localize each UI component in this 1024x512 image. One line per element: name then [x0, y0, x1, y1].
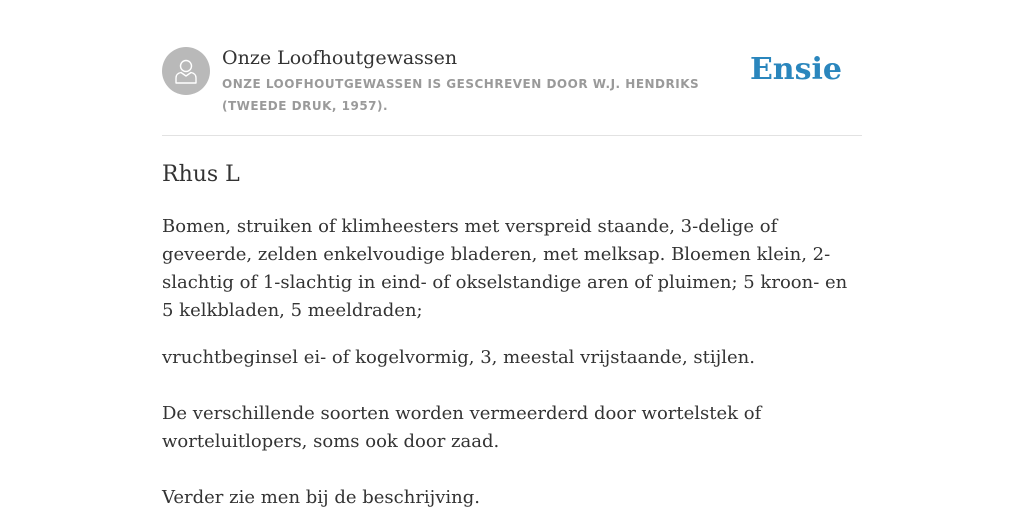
entry-paragraph: Verder zie men bij de beschrijving.: [162, 487, 481, 508]
header: [162, 40, 862, 136]
entry-content: [162, 158, 862, 512]
entry-paragraph: Bomen, struiken of klimheesters met verspreid staande, 3-delige of geveerde, zelden enkelvoudige bladeren, met melksap. Bloemen klein, 2-slachtig of 1-slachtig in eind- of okselstandige aren of pluimen; 5 kroon- en 5 kelkbladen, 5 meeldraden;: [162, 216, 848, 321]
entry-paragraph: vruchtbeginsel ei- of kogelvormig, 3, meestal vrijstaande, stijlen.: [162, 347, 755, 368]
ensie-logo[interactable]: Ensie: [749, 52, 842, 87]
book-title[interactable]: Onze Loofhoutgewassen: [222, 47, 458, 69]
book-info: [222, 45, 762, 117]
entry-title: Rhus L: [162, 162, 240, 187]
book-description: ONZE LOOFHOUTGEWASSEN IS GESCHREVEN DOOR W.J. HENDRIKS (TWEEDE DRUK, 1957).: [222, 77, 700, 113]
book-avatar[interactable]: [162, 47, 210, 95]
person-icon: [173, 57, 199, 85]
entry-paragraph: De verschillende soorten worden vermeerderd door wortelstek of worteluitlopers, soms ook door zaad.: [162, 403, 762, 452]
